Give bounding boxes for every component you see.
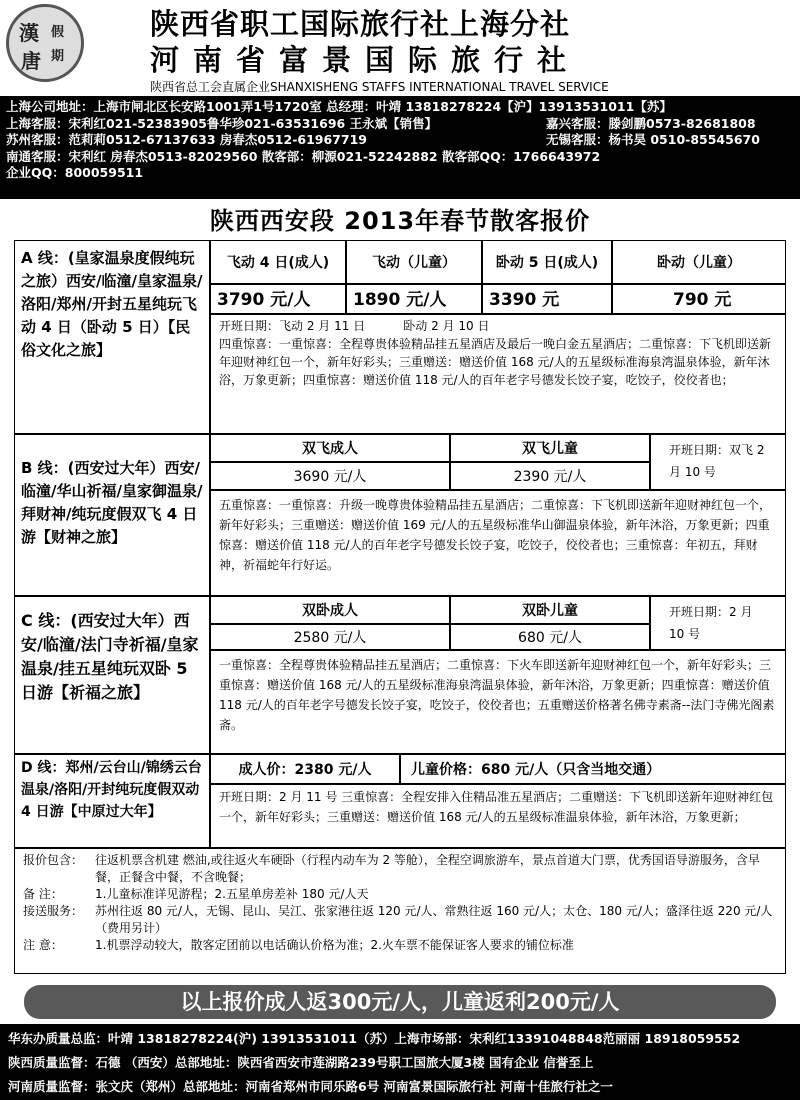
- line-a-price-3: 3390 元: [482, 284, 612, 314]
- contact-wuxi: 无锡客服：杨书昊 0510-85545670: [546, 132, 760, 147]
- company-subtitle: 陕西省总工会直属企业SHANXISHENG STAFFS INTERNATIONAL TRAVEL SERVICE: [150, 80, 609, 94]
- line-c-description: 一重惊喜：全程尊贵体验精品挂五星酒店；二重惊喜：下火车即送新年迎财神红包一个，新年好彩头；三重惊喜：赠送价值 168 元/人的五星级标准海泉湾温泉体验，新年沐浴，万象更新；四重惊喜：赠送价值 118 元/人的百年老字号德发长饺子宴，吃饺子，佼佼者也；五重赠送价格著名佛寺素斋--法门寺佛光阁素斋。: [210, 650, 786, 754]
- line-c-name: C 线：(西安过大年）西安/临潼/法门寺祈福/皇家温泉/挂五星纯玩双卧 5 日游【祈福之旅】: [14, 596, 210, 754]
- rebate-banner: 以上报价成人返300元/人，儿童返利200元/人: [24, 985, 776, 1019]
- note-remark-text: 1.儿童标准详见游程；2.五星单房差补 180 元/人天: [95, 887, 369, 901]
- note-include-text: 往返机票含机建 燃油,或往返火车硬卧（行程内动车为 2 等舱），全程空调旅游车，景点首道大门票，优秀国语导游服务，含早餐，正餐含中餐，不含晚餐；: [95, 853, 760, 884]
- line-a-header-1: 飞动 4 日(成人): [210, 240, 346, 284]
- line-c-header-1: 双卧成人: [210, 596, 450, 624]
- line-b-name: B 线：(西安过大年）西安/临潼/华山祈福/皇家御温泉/拜财神/纯玩度假双飞 4 日游【财神之旅】: [14, 434, 210, 596]
- contact-line-4: 南通客服：宋利红 房春杰0513-82029560 散客部：柳源021-52242882 散客部QQ：1766643972: [6, 148, 601, 164]
- page-title: 陕西西安段 2013年春节散客报价: [209, 207, 591, 235]
- notes-section: [14, 848, 786, 974]
- contact-block: [0, 96, 800, 199]
- line-b-header-1: 双飞成人: [210, 434, 450, 462]
- note-caution: [23, 937, 777, 954]
- line-b-header-2: 双飞儿童: [450, 434, 650, 462]
- logo-char-1: 漢: [19, 21, 39, 45]
- line-d-description: 开班日期：2 月 11 号 三重惊喜：全程安排入住精品准五星酒店；二重赠送：下飞机即送新年迎财神红包一个，新年好彩头；三重赠送：赠送价值 168 元/人的五星级标准温泉体验，新年沐浴，万象更新；: [210, 784, 786, 848]
- line-a-price-4: 790 元: [612, 284, 786, 314]
- bottom-contact-block: [0, 1024, 800, 1100]
- line-d-name: D 线：郑州/云台山/锦绣云台温泉/洛阳/开封纯玩度假双动 4 日游【中原过大年】: [14, 754, 210, 848]
- company-title-shaanxi: 陕西省职工国际旅行社上海分社: [150, 7, 571, 41]
- line-b-open-date: 开班日期：双飞 2 月 10 号: [650, 434, 786, 490]
- line-c-price-2: 680 元/人: [450, 624, 650, 650]
- line-c-price-1: 2580 元/人: [210, 624, 450, 650]
- note-remark: [23, 886, 777, 903]
- line-d-adult-price: 成人价：2380 元/人: [210, 754, 400, 784]
- line-b-description: 五重惊喜：一重惊喜：升级一晚尊贵体验精品挂五星酒店；二重惊喜：下飞机即送新年迎财神红包一个，新年好彩头；三重赠送：赠送价值 169 元/人的五星级标准华山御温泉体验，新年沐浴，万象更新；四重惊喜：赠送价值 118 元/人的百年老字号德发长饺子宴，吃饺子，佼佼者也；三重惊喜：年初五，拜财神，祈福蛇年行好运。: [210, 490, 786, 596]
- logo: [6, 4, 84, 82]
- line-a-description: 开班日期：飞动 2 月 11 日 卧动 2 月 10 日 四重惊喜：一重惊喜：全程尊贵体验精品挂五星酒店及最后一晚白金五星酒店；二重惊喜：下飞机即送新年迎财神红包一个，新年好彩头；三重赠送：赠送价值 168 元/人的五星级标准海泉湾温泉体验，新年沐浴，万象更新；四重惊喜：赠送价值 118 元/人的百年老字号德发长饺子宴，吃饺子，佼佼者也；: [210, 314, 786, 434]
- note-remark-label: 备 注：: [23, 887, 63, 901]
- line-c-header-2: 双卧儿童: [450, 596, 650, 624]
- line-d-child-price: 儿童价格：680 元/人（只含当地交通）: [400, 754, 786, 784]
- header: [0, 0, 800, 96]
- note-include: [23, 852, 777, 886]
- line-b-price-2: 2390 元/人: [450, 462, 650, 490]
- bottom-line-2: 陕西质量监督：石德 （西安）总部地址：陕西省西安市莲湖路239号职工国旅大厦3楼 国有企业 信誉至上: [8, 1055, 594, 1070]
- contact-line-5: 企业QQ：800059511: [6, 165, 144, 180]
- note-transfer-text: 苏州往返 80 元/人，无锡、昆山、吴江、张家港往返 120 元/人、常熟往返 160 元/人；太仓、180 元/人；盛泽往返 220 元/人（费用另计）: [95, 904, 773, 935]
- line-b-price-1: 3690 元/人: [210, 462, 450, 490]
- contact-line-2: [6, 116, 794, 133]
- line-c-open-date: 开班日期：2 月 10 号: [650, 596, 786, 650]
- note-caution-label: 注 意：: [23, 938, 63, 952]
- contact-shanghai: 上海客服：宋利红021-52383905鲁华珍021-63531696 王永斌【销售】: [6, 115, 438, 131]
- note-transfer-label: 接送服务：: [23, 904, 84, 918]
- logo-char-3: 唐: [21, 49, 41, 73]
- contact-line-1: 上海公司地址：上海市闸北区长安路1001弄1号1720室 总经理：叶靖 13818278224【沪】13913531011【苏】: [6, 99, 672, 114]
- line-a-price-2: 1890 元/人: [346, 284, 482, 314]
- contact-suzhou: 苏州客服：范莉莉0512-67137633 房春杰0512-61967719: [6, 132, 367, 147]
- line-a-header-3: 卧动 5 日(成人): [482, 240, 612, 284]
- company-title-henan: 河南省富景国际旅行社: [150, 43, 581, 77]
- logo-char-4: 期: [51, 49, 65, 64]
- line-a-header-4: 卧动（儿童）: [612, 240, 786, 284]
- logo-char-2: 假: [51, 25, 65, 40]
- note-transfer: [23, 903, 777, 937]
- contact-jiaxing: 嘉兴客服：滕剑鹏0573-82681808: [546, 115, 756, 131]
- line-a-header-2: 飞动（儿童）: [346, 240, 482, 284]
- line-a-name: A 线：(皇家温泉度假纯玩之旅）西安/临潼/皇家温泉/洛阳/郑州/开封五星纯玩飞动 4 日（卧动 5 日）【民俗文化之旅】: [14, 240, 210, 434]
- contact-line-3: [6, 132, 794, 149]
- bottom-line-1: 华东办质量总监：叶靖 13818278224(沪) 13913531011（苏）上海市场部：宋利红13391048848范丽丽 18918059552: [8, 1031, 741, 1046]
- note-include-label: 报价包含：: [23, 853, 84, 867]
- line-a-price-1: 3790 元/人: [210, 284, 346, 314]
- note-caution-text: 1.机票浮动较大，散客定团前以电话确认价格为准；2.火车票不能保证客人要求的铺位标准: [95, 938, 574, 952]
- bottom-line-3: 河南质量监督：张文庆（郑州）总部地址：河南省郑州市同乐路6号 河南富景国际旅行社 河南十佳旅行社之一: [8, 1079, 613, 1094]
